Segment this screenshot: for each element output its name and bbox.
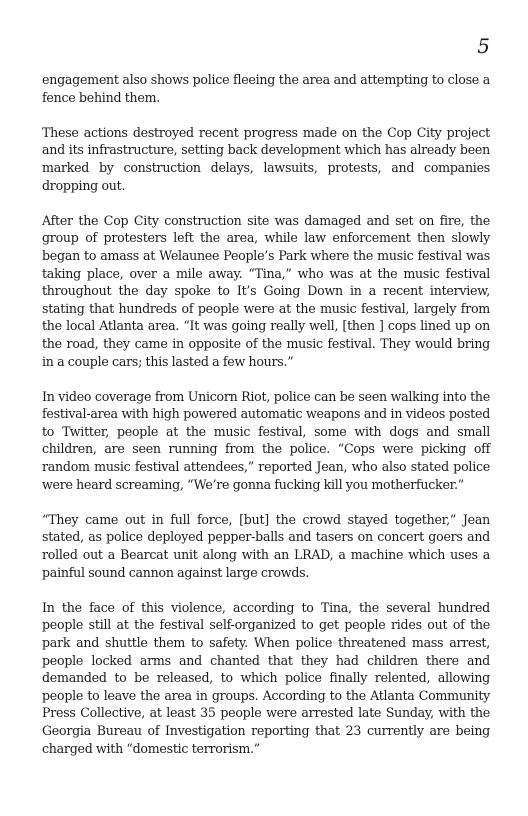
paragraph-4: In video coverage from Unicorn Riot, police can be seen walking into the festival-area with high powered automatic weapons and in videos posted to Twitter, people at the music festival, some with dogs and small children, are seen running from the police. “Cops were picking off random music festival attendees,” reported Jean, who also stated police were heard screaming, “We’re gonna fucking kill you motherfucker.” <box>42 388 490 492</box>
paragraph-5: “They came out in full force, [but] the crowd stayed together,” Jean stated, as police deployed pepper-balls and tasers on concert goers and rolled out a Bearcat unit along with an LRAD, a machine which uses a painful sound cannon against large crowds. <box>42 511 490 580</box>
paragraph-1: engagement also shows police fleeing the area and attempting to close a fence behind them. <box>42 72 490 105</box>
article-body <box>42 71 490 775</box>
paragraph-3: After the Cop City construction site was damaged and set on fire, the group of protesters left the area, while law enforcement then slowly began to amass at Welaunee People’s Park where the music festival was taking place, over a mile away. “Tina,” who was at the music festival throughout the day spoke to It’s Going Down in a recent interview, stating that hundreds of people were at the music festival, largely from the local Atlanta area. “It was going really well, [then ] cops lined up on the road, they came in opposite of the music festival. They would bring in a couple cars; this lasted a few hours.” <box>42 212 490 369</box>
paragraph-2: These actions destroyed recent progress made on the Cop City project and its infrastructure, setting back development which has already been marked by construction delays, lawsuits, protests, and companies dropping out. <box>42 124 490 193</box>
page-number: 5 <box>477 34 490 58</box>
paragraph-6: In the face of this violence, according to Tina, the several hundred people still at the festival self-organized to get people rides out of the park and shuttle them to safety. When police threatened mass arrest, people locked arms and chanted that they had children there and demanded to be released, to which police finally relented, allowing people to leave the area in groups. According to the Atlanta Community Press Collective, at least 35 people were arrested late Sunday, with the Georgia Bureau of Investigation reporting that 23 currently are being charged with “domestic terrorism.” <box>42 599 490 756</box>
